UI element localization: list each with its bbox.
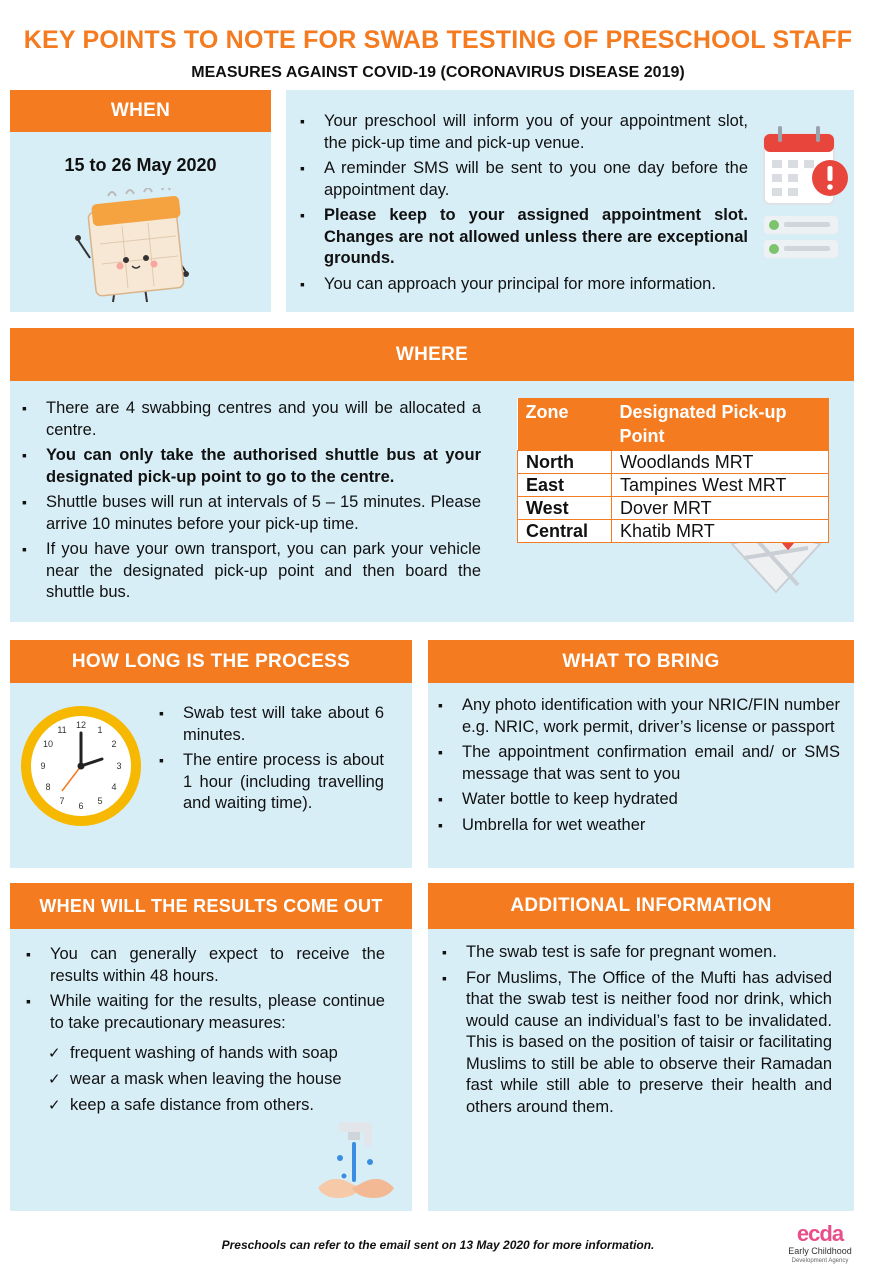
table-row bbox=[518, 520, 829, 543]
pickup-cell: Khatib MRT bbox=[612, 520, 829, 543]
ecda-logo-mark: ecda bbox=[796, 1221, 844, 1246]
calendar-alert-icon bbox=[760, 124, 854, 266]
svg-text:8: 8 bbox=[45, 782, 51, 792]
pickup-column-header: Designated Pick-up Point bbox=[612, 398, 829, 451]
results-point-2: ▪ While waiting for the results, please continue to take precautionary measures: bbox=[24, 991, 385, 1034]
pickup-cell: Dover MRT bbox=[612, 497, 829, 520]
how-long-point-2: ▪ The entire process is about 1 hour (including travelling and waiting time). bbox=[157, 750, 384, 815]
zone-table-header-row bbox=[518, 398, 829, 451]
results-points bbox=[24, 944, 385, 1038]
how-long-points bbox=[157, 703, 384, 819]
pickup-cell: Tampines West MRT bbox=[612, 474, 829, 497]
svg-text:4: 4 bbox=[111, 782, 117, 792]
zone-cell: Central bbox=[518, 520, 612, 543]
svg-text:11: 11 bbox=[57, 725, 67, 735]
bring-item-2: ▪ The appointment confirmation email and/ or SMS message that was sent to you bbox=[436, 742, 840, 785]
calendar-character-icon bbox=[70, 188, 190, 306]
when-point-1: ▪ Your preschool will inform you of your appointment slot, the pick-up time and pick-up venue. bbox=[298, 111, 748, 154]
zone-cell: West bbox=[518, 497, 612, 520]
where-point-3: ▪ Shuttle buses will run at intervals of 5 – 15 minutes. Please arrive 10 minutes before your pick-up time. bbox=[20, 492, 481, 535]
svg-text:12: 12 bbox=[75, 720, 87, 730]
where-point-1: ▪ There are 4 swabbing centres and you will be allocated a centre. bbox=[20, 398, 481, 441]
bring-item-4: ▪ Umbrella for wet weather bbox=[436, 815, 840, 837]
clock-icon bbox=[18, 703, 144, 829]
page-subtitle: MEASURES AGAINST COVID-19 (CORONAVIRUS DISEASE 2019) bbox=[191, 64, 685, 81]
hand-washing-icon bbox=[314, 1118, 398, 1208]
how-long-header: HOW LONG IS THE PROCESS bbox=[10, 640, 412, 683]
svg-text:10: 10 bbox=[42, 739, 54, 749]
additional-header: ADDITIONAL INFORMATION bbox=[428, 883, 854, 929]
pickup-zone-table bbox=[517, 398, 829, 543]
precaution-list bbox=[44, 1043, 384, 1121]
bring-item-3: ▪ Water bottle to keep hydrated bbox=[436, 789, 840, 811]
svg-text:1: 1 bbox=[97, 725, 103, 735]
where-header: WHERE bbox=[10, 328, 854, 381]
svg-text:5: 5 bbox=[97, 796, 103, 806]
how-long-point-1: ▪ Swab test will take about 6 minutes. bbox=[157, 703, 384, 746]
ecda-logo-name: Early Childhood bbox=[788, 1246, 852, 1256]
zone-cell: East bbox=[518, 474, 612, 497]
what-to-bring-header: WHAT TO BRING bbox=[428, 640, 854, 683]
precaution-item: ✓ wear a mask when leaving the house bbox=[44, 1069, 384, 1090]
footer-note: Preschools can refer to the email sent on 13 May 2020 for more information. bbox=[221, 1238, 655, 1252]
where-points bbox=[20, 398, 481, 608]
zone-cell: North bbox=[518, 451, 612, 474]
when-point-2: ▪ A reminder SMS will be sent to you one day before the appointment day. bbox=[298, 158, 748, 201]
additional-point-1: ▪ The swab test is safe for pregnant women. bbox=[440, 942, 832, 964]
when-point-3: ▪ Please keep to your assigned appointment slot. Changes are not allowed unless there are exceptional grounds. bbox=[298, 205, 748, 270]
svg-text:6: 6 bbox=[78, 801, 84, 811]
results-header: WHEN WILL THE RESULTS COME OUT bbox=[10, 883, 412, 929]
zone-column-header: Zone bbox=[518, 398, 612, 451]
precaution-item: ✓ keep a safe distance from others. bbox=[44, 1095, 384, 1116]
what-to-bring-points bbox=[436, 695, 840, 840]
ecda-logo-tagline: Development Agency bbox=[791, 1258, 849, 1264]
additional-point-2: ▪ For Muslims, The Office of the Mufti has advised that the swab test is neither food nor drink, which would cause an individual’s fast to be invalidated. This is based on the position of taisir or facilitating Muslims to still be able to observe their Ramadan fast while still able to preserve their health and others around them. bbox=[440, 968, 832, 1119]
svg-text:7: 7 bbox=[59, 796, 65, 806]
results-point-1: ▪ You can generally expect to receive the results within 48 hours. bbox=[24, 944, 385, 987]
table-row bbox=[518, 451, 829, 474]
svg-text:2: 2 bbox=[111, 739, 117, 749]
when-points bbox=[298, 111, 748, 299]
page-title: KEY POINTS TO NOTE FOR SWAB TESTING OF PRESCHOOL STAFF bbox=[23, 26, 853, 54]
table-row bbox=[518, 474, 829, 497]
svg-text:3: 3 bbox=[116, 761, 122, 771]
additional-points bbox=[440, 942, 832, 1122]
when-point-4: ▪ You can approach your principal for more information. bbox=[298, 274, 748, 296]
table-row bbox=[518, 497, 829, 520]
when-date: 15 to 26 May 2020 bbox=[64, 155, 217, 175]
pickup-cell: Woodlands MRT bbox=[612, 451, 829, 474]
where-point-2: ▪ You can only take the authorised shuttle bus at your designated pick-up point to go to the centre. bbox=[20, 445, 481, 488]
svg-text:9: 9 bbox=[40, 761, 46, 771]
precaution-item: ✓ frequent washing of hands with soap bbox=[44, 1043, 384, 1064]
ecda-logo bbox=[780, 1222, 860, 1265]
bring-item-1: ▪ Any photo identification with your NRIC/FIN number e.g. NRIC, work permit, driver’s license or passport bbox=[436, 695, 840, 738]
when-header: WHEN bbox=[10, 90, 271, 132]
where-point-4: ▪ If you have your own transport, you can park your vehicle near the designated pick-up point and then board the shuttle bus. bbox=[20, 539, 481, 604]
